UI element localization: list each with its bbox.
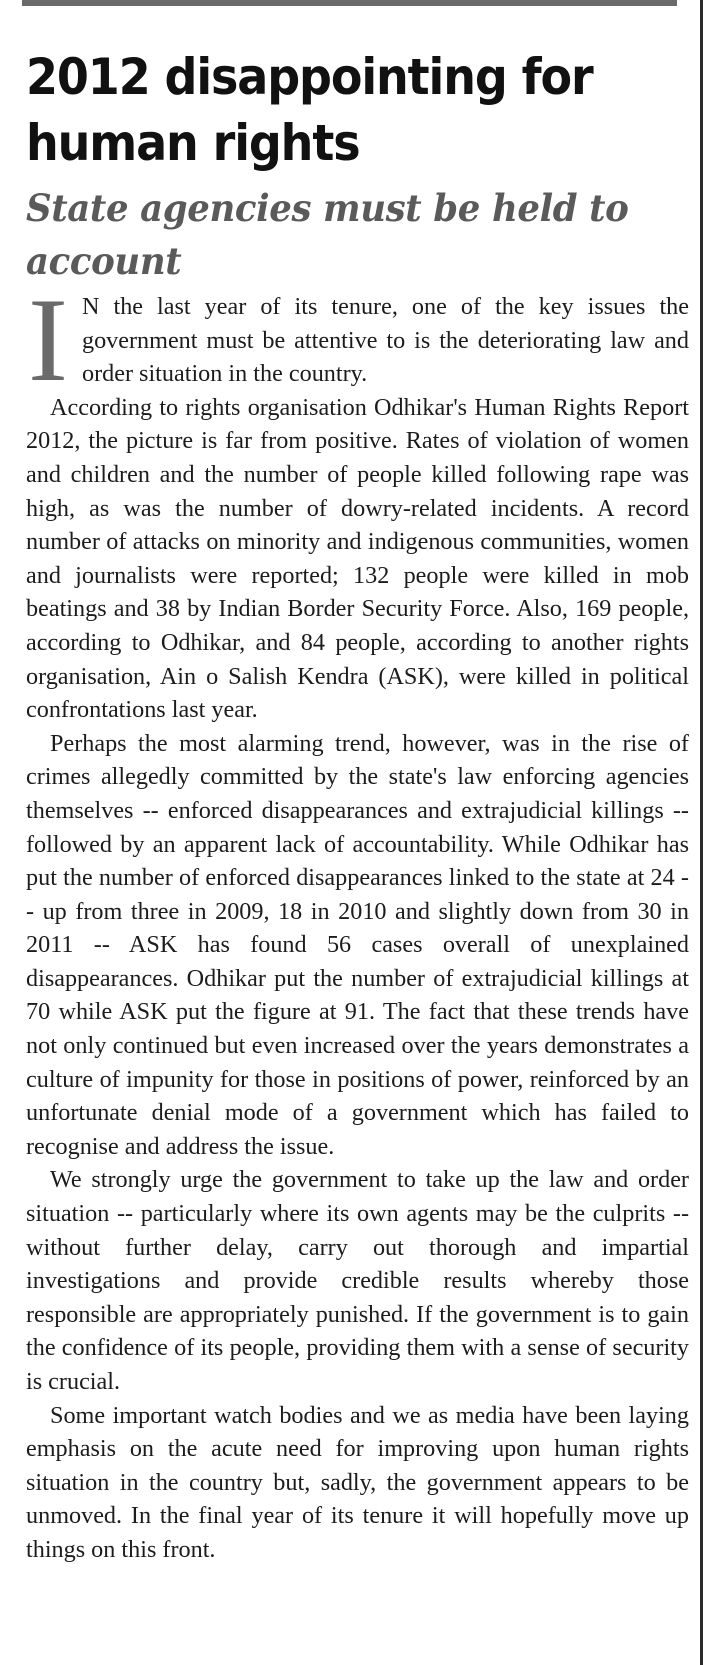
paragraph-3: Perhaps the most alarming trend, however, was in the rise of crimes allegedly committed by the state's law enforcing agencies themselves -- enforced disappearances and extrajudicial killings -- followed by an apparent lack of accountability. While Odhikar has put the number of enforced disappearances linked to the state at 24 -- up from three in 2009, 18 in 2010 and slightly down from 30 in 2011 -- ASK has found 56 cases overall of unexplained disappearances. Odhikar put the number of extrajudicial killings at 70 while ASK put the figure at 91. The fact that these trends have not only continued but even increased over the years demonstrates a culture of impunity for those in positions of power, reinforced by an unfortunate denial mode of a government which has failed to recognise and address the issue. xyxy=(26,729,689,1160)
drop-cap: I xyxy=(28,273,68,406)
paragraph-5: Some important watch bodies and we as media have been laying emphasis on the acute need for improving upon human rights situation in the country but, sadly, the government appears to be unmoved. In the final year of its tenure it will hopefully move up things on this front. xyxy=(26,1401,689,1563)
paragraph-1 xyxy=(26,273,689,406)
paragraph-2: According to rights organisation Odhikar's Human Rights Report 2012, the picture is far from positive. Rates of violation of women and children and the number of people killed following rape was high, as was the number of dowry-related incidents. A record number of attacks on minority and indigenous communities, women and journalists were reported; 132 people were killed in mob beatings and 38 by Indian Border Security Force. Also, 169 people, according to Odhikar, and 84 people, according to another rights organisation, Ain o Salish Kendra (ASK), were killed in political confrontations last year. xyxy=(26,393,689,724)
paragraph-4: We strongly urge the government to take up the law and order situation -- particularly where its own agents may be the culprits -- without further delay, carry out thorough and impartial investigations and provide credible results whereby those responsible are appropriately punished. If the government is to gain the confidence of its people, providing them with a sense of security is crucial. xyxy=(26,1166,689,1395)
paragraph-1-text: N the last year of its tenure, one of the key issues the government must be attentive to is the deteriorating law and order situation in the country. xyxy=(81,293,689,388)
article-body xyxy=(26,273,689,1567)
subheadline: State agencies must be held to account xyxy=(26,186,629,283)
headline: 2012 disappointing for human rights xyxy=(26,48,593,172)
